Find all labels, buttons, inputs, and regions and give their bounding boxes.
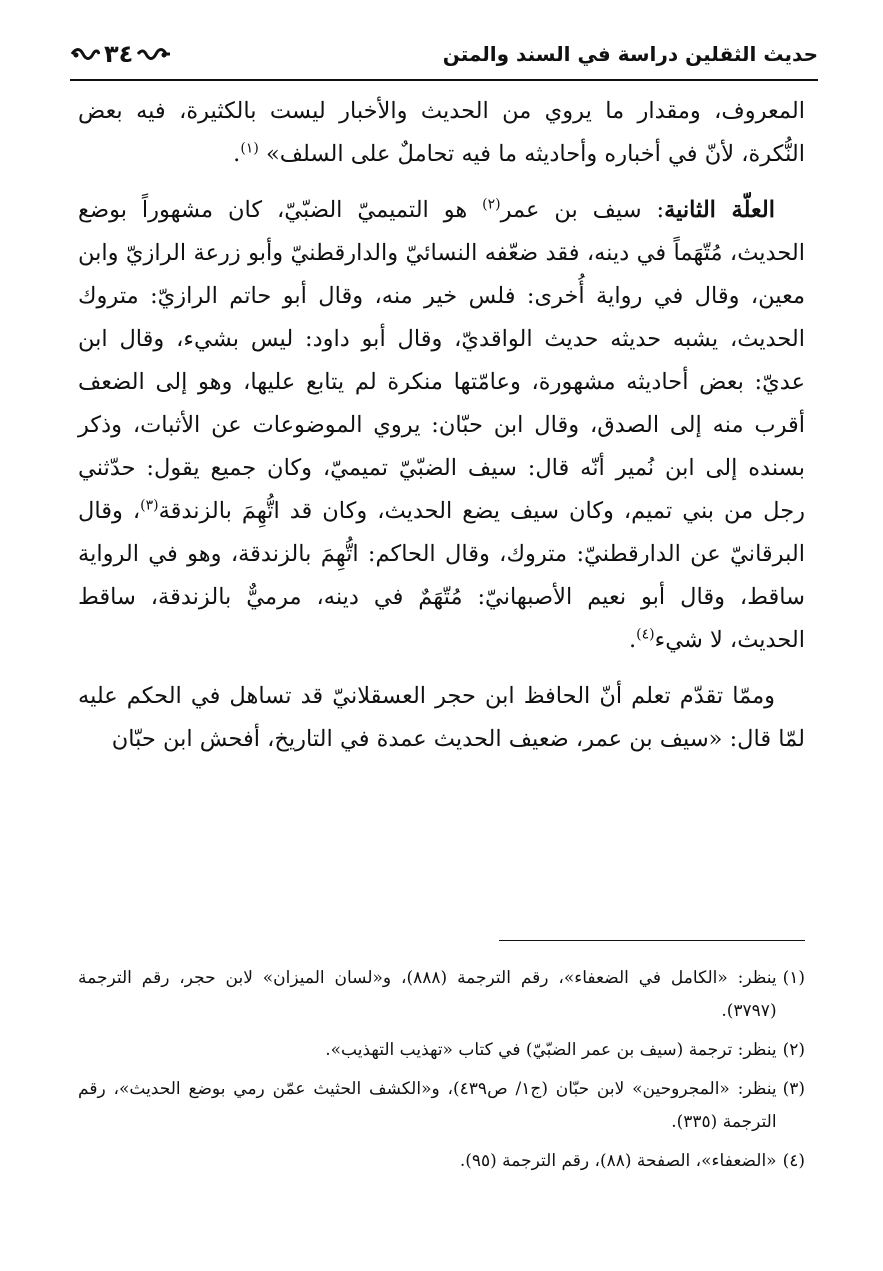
footnote-text: ينظر: ترجمة (سيف بن عمر الضبّيّ) في كتاب «تهذيب التهذيب». — [325, 1040, 777, 1060]
right-ornament-icon — [137, 46, 171, 62]
page-number-block — [70, 40, 171, 68]
footnote-text: ينظر: «المجروحين» لابن حبّان (ج١/ ص٤٣٩)، و«الكشف الحثيث عمّن رمي بوضع الحديث»، رقم الترجمة (٣٣٥). — [78, 1079, 777, 1132]
footnote-number: (١) — [782, 968, 805, 988]
footnote-number: (٢) — [782, 1040, 805, 1060]
running-title: حديث الثقلين دراسة في السند والمتن — [442, 42, 818, 66]
paragraph-1 — [78, 90, 805, 176]
footnote-ref-4: (٤) — [636, 626, 655, 643]
paragraph-1-text: المعروف، ومقدار ما يروي من الحديث والأخبار ليست بالكثيرة، فيه بعض النُّكرة، لأنّ في أخباره وأحاديثه ما فيه تحاملٌ على السلف» — [78, 98, 805, 167]
header-divider — [70, 79, 818, 81]
paragraph-2 — [78, 189, 805, 662]
footnote-ref-1: (١) — [240, 140, 259, 157]
footnote-divider — [499, 940, 805, 941]
left-ornament-icon — [70, 46, 100, 62]
paragraph-2-text-a: : سيف بن عمر — [500, 197, 665, 223]
footnote-number: (٣) — [782, 1079, 805, 1099]
footnote-2 — [78, 1034, 805, 1067]
footnote-number: (٤) — [782, 1151, 805, 1171]
page-header — [70, 30, 818, 78]
paragraph-3: وممّا تقدّم تعلم أنّ الحافظ ابن حجر العسقلانيّ قد تساهل في الحكم عليه لمّا قال: «سيف بن عمر، ضعيف الحديث عمدة في التاريخ، أفحش ابن حبّان — [78, 683, 805, 752]
paragraph-2-end: . — [628, 627, 637, 653]
page-number: ٣٤ — [104, 40, 134, 68]
footnote-ref-3: (٣) — [140, 497, 159, 514]
footnote-3 — [78, 1073, 805, 1139]
footnotes — [78, 962, 805, 1184]
footnote-ref-2: (٢) — [482, 196, 501, 213]
footnote-1 — [78, 962, 805, 1028]
main-text — [78, 90, 805, 774]
footnote-text: ينظر: «الكامل في الضعفاء»، رقم الترجمة (٨٨٨)، و«لسان الميزان» لابن حجر، رقم الترجمة (٣٧٩٧). — [78, 968, 777, 1021]
paragraph-2-heading: العلّة الثانية — [664, 197, 775, 223]
footnote-text: «الضعفاء»، الصفحة (٨٨)، رقم الترجمة (٩٥). — [459, 1151, 777, 1171]
paragraph-2-text-b: هو التميميّ الضبّيّ، كان مشهوراً بوضع الحديث، مُتّهَماً في دينه، فقد ضعّفه النسائيّ والدارقطنيّ وأبو زرعة الرازيّ وابن معين، وقال في رواية أُخرى: فلس خير منه، وقال أبو حاتم الرازيّ: متروك الحديث، يشبه حديثه حديث الواقديّ، وقال أبو داود: ليس بشيء، وقال ابن عديّ: بعض أحاديثه مشهورة، وعامّتها منكرة لم يتابع عليها، وهو إلى الضعف أقرب منه إلى الصدق، وقال ابن حبّان: يروي الموضوعات عن الأثبات، وذكر بسنده إلى ابن نُمير أنّه قال: سيف الضبّيّ تميميّ، وكان جميع يقول: حدّثني رجل من بني تميم، وكان سيف يضع الحديث، وكان قد اتُّهِمَ بالزندقة — [78, 197, 805, 524]
paragraph-2-text-c: ، وقال البرقانيّ عن الدارقطنيّ: متروك، وقال الحاكم: اتُّهِمَ بالزندقة، وهو في الرواية ساقط، وقال أبو نعيم الأصبهانيّ: مُتّهَمٌ في دينه، مرميٌّ بالزندقة، ساقط الحديث، لا شيء — [78, 498, 805, 653]
paragraph-1-end: . — [233, 141, 241, 167]
footnote-4 — [78, 1145, 805, 1178]
